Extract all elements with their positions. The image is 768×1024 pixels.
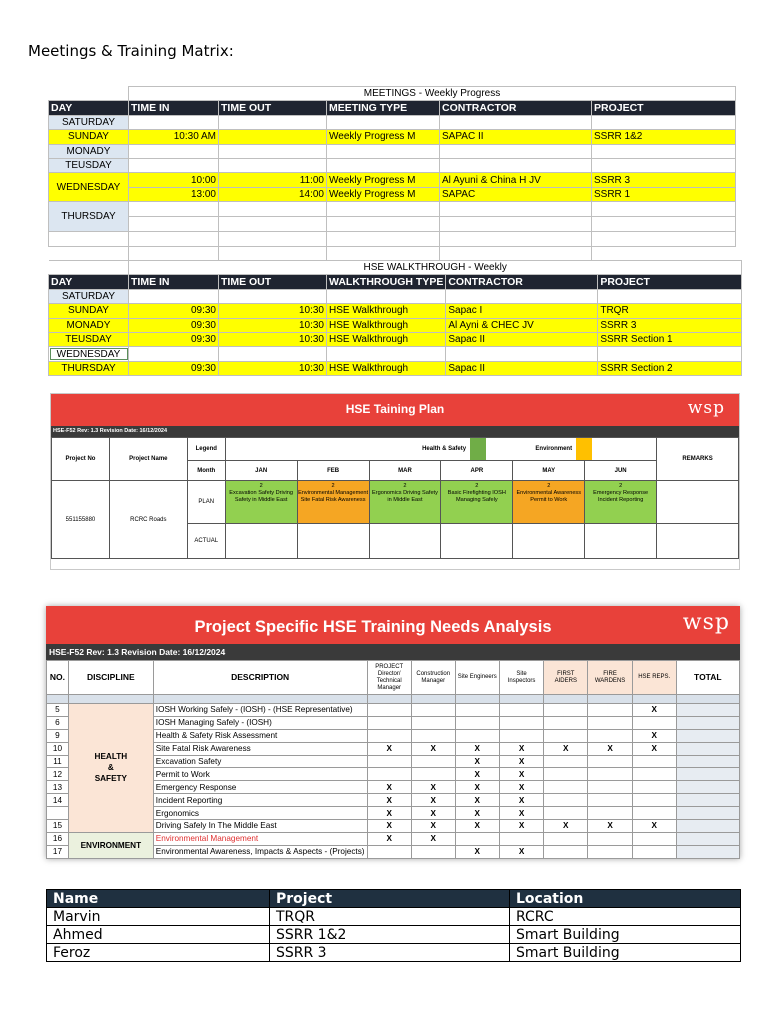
tna-mark: X	[367, 820, 411, 833]
tna-mark	[455, 716, 499, 729]
tna-mark	[411, 704, 455, 717]
tna-col-construction-manager: Construction Manager	[411, 661, 455, 695]
plan-revision: HSE-F52 Rev: 1.3 Revision Date: 16/12/2024	[51, 426, 739, 437]
day-cell: WEDNESDAY	[49, 173, 129, 202]
tna-mark	[544, 794, 588, 807]
tna-mark	[588, 755, 632, 768]
tna-row-no: 10	[47, 742, 69, 755]
tna-row-description: Incident Reporting	[153, 794, 367, 807]
legend-health-safety: Health & Safety	[422, 446, 467, 452]
walkthrough-caption: HSE WALKTHROUGH - Weekly	[129, 261, 742, 275]
tna-col-hse-reps: HSE REPS.	[632, 661, 676, 695]
tna-mark	[367, 845, 411, 858]
tna-mark: X	[411, 742, 455, 755]
time-out-cell: 10:30	[219, 332, 327, 346]
tna-row-total	[676, 807, 739, 820]
col-contractor: CONTRACTOR	[440, 101, 592, 115]
day-cell: THURSDAY	[49, 202, 129, 232]
col-time-out: TIME OUT	[219, 275, 327, 289]
tna-mark	[411, 845, 455, 858]
tna-row-no: 9	[47, 729, 69, 742]
project-cell: SSRR 1&2	[592, 130, 736, 144]
col-time-in: TIME IN	[129, 275, 219, 289]
tna-col-fire-wardens: FIRE WARDENS	[588, 661, 632, 695]
tna-mark: X	[411, 781, 455, 794]
tna-mark: X	[367, 781, 411, 794]
tna-mark	[588, 781, 632, 794]
plan-legend-label: Legend	[187, 438, 225, 461]
tna-mark	[632, 807, 676, 820]
time-in-cell: 09:30	[129, 332, 219, 346]
time-in-cell: 13:00	[129, 187, 219, 201]
month-mar: MAR	[369, 461, 441, 481]
actual-row-label: ACTUAL	[187, 524, 225, 559]
tna-mark: X	[499, 845, 543, 858]
tna-mark	[588, 807, 632, 820]
tna-col-no: NO.	[47, 661, 69, 695]
project-cell: SSRR Section 2	[598, 361, 742, 375]
tna-row-no	[47, 807, 69, 820]
tna-row-description: Excavation Safety	[153, 755, 367, 768]
tna-row-total	[676, 768, 739, 781]
tna-row-total	[676, 704, 739, 717]
tna-mark: X	[632, 742, 676, 755]
tna-mark: X	[499, 820, 543, 833]
tna-mark: X	[411, 807, 455, 820]
tna-mark	[588, 768, 632, 781]
tna-col-total: TOTAL	[676, 661, 739, 695]
tna-row-no: 14	[47, 794, 69, 807]
tna-mark: X	[455, 820, 499, 833]
tna-mark	[544, 832, 588, 845]
tna-mark: X	[455, 781, 499, 794]
tna-mark: X	[455, 768, 499, 781]
day-cell: TEUSDAY	[49, 158, 129, 172]
tna-mark	[367, 729, 411, 742]
tna-mark: X	[499, 768, 543, 781]
discipline-health-safety-label: HEALTH & SAFETY	[94, 752, 128, 784]
plan-cell-jun: 2 Emergency Response Incident Reporting	[585, 481, 657, 524]
day-cell: MONADY	[49, 318, 129, 332]
training-needs-analysis	[46, 606, 740, 859]
tna-mark	[499, 832, 543, 845]
tna-mark: X	[411, 832, 455, 845]
tna-mark	[544, 845, 588, 858]
tna-mark	[367, 716, 411, 729]
tna-mark: X	[367, 832, 411, 845]
tna-mark: X	[632, 820, 676, 833]
tna-row-total	[676, 820, 739, 833]
time-in-cell: 09:30	[129, 361, 219, 375]
tna-mark: X	[499, 755, 543, 768]
tna-mark: X	[455, 794, 499, 807]
tna-mark: X	[455, 807, 499, 820]
tna-mark: X	[455, 742, 499, 755]
tna-col-description: DESCRIPTION	[153, 661, 367, 695]
project-cell: TRQR	[598, 304, 742, 318]
tna-row	[47, 832, 740, 845]
tna-row-no: 13	[47, 781, 69, 794]
tna-mark	[544, 729, 588, 742]
day-cell: SUNDAY	[49, 304, 129, 318]
tna-row-total	[676, 832, 739, 845]
person-location: Smart Building	[510, 944, 741, 962]
tna-mark	[588, 729, 632, 742]
tna-mark: X	[411, 794, 455, 807]
col-day: DAY	[49, 275, 129, 289]
tna-mark	[588, 716, 632, 729]
time-out-cell	[219, 130, 327, 144]
time-out-cell: 10:30	[219, 304, 327, 318]
tna-row-no: 17	[47, 845, 69, 858]
time-in-cell: 10:30 AM	[129, 130, 219, 144]
tna-mark: X	[499, 742, 543, 755]
col-day: DAY	[49, 101, 129, 115]
tna-col-discipline: DISCIPLINE	[68, 661, 153, 695]
tna-row-total	[676, 845, 739, 858]
plan-table	[51, 437, 739, 559]
tna-mark: X	[632, 704, 676, 717]
tna-mark: X	[588, 742, 632, 755]
contractor-cell: Sapac II	[446, 361, 598, 375]
plan-row-label: PLAN	[187, 481, 225, 524]
legend-orange-swatch	[576, 438, 592, 460]
project-cell: SSRR Section 1	[598, 332, 742, 346]
month-jan: JAN	[225, 461, 297, 481]
tna-row-total	[676, 755, 739, 768]
day-cell[interactable]: WEDNESDAY	[49, 347, 129, 361]
tna-mark	[411, 716, 455, 729]
wsp-logo: wsp	[687, 398, 725, 418]
person-name: Feroz	[47, 944, 270, 962]
person-project: SSRR 3	[270, 944, 510, 962]
plan-project-no: 551155880	[52, 481, 110, 559]
tna-row-description: Site Fatal Risk Awareness	[153, 742, 367, 755]
tna-mark: X	[499, 794, 543, 807]
tna-mark: X	[367, 807, 411, 820]
plan-col-project-name: Project Name	[109, 438, 187, 481]
tna-col-site-engineers: Site Engineers	[455, 661, 499, 695]
meetings-caption: MEETINGS - Weekly Progress	[129, 87, 736, 101]
tna-col-site-inspectors: Site Inspectors	[499, 661, 543, 695]
tna-mark	[367, 768, 411, 781]
tna-mark	[411, 729, 455, 742]
wsp-logo: wsp	[682, 610, 730, 635]
tna-mark	[588, 832, 632, 845]
contractor-cell: Al Ayuni & China H JV	[440, 173, 592, 187]
tna-mark: X	[411, 820, 455, 833]
tna-table	[46, 660, 740, 859]
tna-row-no: 11	[47, 755, 69, 768]
tna-mark: X	[455, 755, 499, 768]
tna-mark	[632, 755, 676, 768]
legend-green-swatch	[470, 438, 486, 460]
tna-mark	[544, 807, 588, 820]
plan-cell-jan: 2 Excavation Safety Driving Safety in Middle East	[225, 481, 297, 524]
day-cell: TEUSDAY	[49, 332, 129, 346]
tna-mark	[588, 845, 632, 858]
col-contractor: CONTRACTOR	[446, 275, 598, 289]
tna-mark	[455, 832, 499, 845]
walkthrough-table	[48, 260, 742, 376]
tna-mark: X	[499, 807, 543, 820]
tna-mark: X	[499, 781, 543, 794]
plan-col-month: Month	[187, 461, 225, 481]
person-name: Marvin	[47, 908, 270, 926]
tna-mark	[632, 845, 676, 858]
tna-mark	[367, 755, 411, 768]
month-may: MAY	[513, 461, 585, 481]
tna-mark	[632, 794, 676, 807]
tna-mark	[544, 716, 588, 729]
tna-mark	[632, 781, 676, 794]
meetings-table	[48, 86, 736, 261]
discipline-health-safety	[68, 704, 153, 833]
tna-row-total	[676, 716, 739, 729]
plan-cell-apr: 2 Basic Firefighting IOSH Managing Safely	[441, 481, 513, 524]
tna-mark	[632, 716, 676, 729]
col-project: PROJECT	[598, 275, 742, 289]
plan-cell-may: 2 Environmental Awareness Permit to Work	[513, 481, 585, 524]
person-name: Ahmed	[47, 926, 270, 944]
people-table	[46, 889, 741, 962]
tna-mark: X	[455, 845, 499, 858]
tna-row-no: 5	[47, 704, 69, 717]
col-location: Location	[510, 890, 741, 908]
time-out-cell: 10:30	[219, 318, 327, 332]
tna-mark: X	[544, 742, 588, 755]
tna-mark	[632, 832, 676, 845]
day-cell: SATURDAY	[49, 115, 129, 129]
tna-mark	[499, 716, 543, 729]
col-name: Name	[47, 890, 270, 908]
time-out-cell: 10:30	[219, 361, 327, 375]
tna-row-description: Ergonomics	[153, 807, 367, 820]
contractor-cell: Sapac I	[446, 304, 598, 318]
tna-mark: X	[367, 794, 411, 807]
day-cell: SUNDAY	[49, 130, 129, 144]
tna-mark	[588, 704, 632, 717]
tna-mark	[411, 755, 455, 768]
tna-mark	[588, 794, 632, 807]
hse-training-plan	[50, 393, 740, 570]
tna-mark: X	[632, 729, 676, 742]
tna-mark	[544, 755, 588, 768]
plan-title: HSE Taining Plan	[345, 402, 445, 416]
time-in-cell: 10:00	[129, 173, 219, 187]
tna-row-total	[676, 794, 739, 807]
col-time-in: TIME IN	[129, 101, 219, 115]
day-cell: MONADY	[49, 144, 129, 158]
walkthrough-type-cell: HSE Walkthrough	[327, 304, 446, 318]
contractor-cell: SAPAC II	[440, 130, 592, 144]
person-project: TRQR	[270, 908, 510, 926]
plan-cell-feb: 2 Environmental Management Site Fatal Risk Awareness	[297, 481, 369, 524]
meeting-type-cell: Weekly Progress M	[327, 187, 440, 201]
meeting-type-cell: Weekly Progress M	[327, 173, 440, 187]
tna-mark	[411, 768, 455, 781]
tna-banner	[46, 606, 740, 644]
legend-environment: Environment	[535, 446, 573, 452]
tna-col-project-director: PROJECT Director/ Technical Manager	[367, 661, 411, 695]
project-cell: SSRR 1	[592, 187, 736, 201]
person-location: Smart Building	[510, 926, 741, 944]
plan-cell-mar: 2 Ergonomics Driving Safety in Middle East	[369, 481, 441, 524]
tna-row-no: 16	[47, 832, 69, 845]
tna-row-description: Driving Safely In The Middle East	[153, 820, 367, 833]
tna-row-total	[676, 742, 739, 755]
tna-mark	[455, 729, 499, 742]
project-cell: SSRR 3	[598, 318, 742, 332]
time-out-cell: 11:00	[219, 173, 327, 187]
tna-row-description: Environmental Management	[153, 832, 367, 845]
col-project: PROJECT	[592, 101, 736, 115]
page-title: Meetings & Training Matrix:	[28, 42, 234, 60]
tna-row-no: 12	[47, 768, 69, 781]
tna-mark: X	[367, 742, 411, 755]
tna-row-total	[676, 729, 739, 742]
tna-row-description: Permit to Work	[153, 768, 367, 781]
person-location: RCRC	[510, 908, 741, 926]
tna-mark: X	[588, 820, 632, 833]
month-apr: APR	[441, 461, 513, 481]
contractor-cell: Sapac II	[446, 332, 598, 346]
contractor-cell: SAPAC	[440, 187, 592, 201]
plan-project-name: RCRC Roads	[109, 481, 187, 559]
tna-row-no: 6	[47, 716, 69, 729]
col-meeting-type: MEETING TYPE	[327, 101, 440, 115]
plan-banner	[51, 394, 739, 426]
tna-row-description: IOSH Working Safely - (IOSH) - (HSE Representative)	[153, 704, 367, 717]
tna-revision: HSE-F52 Rev: 1.3 Revision Date: 16/12/2024	[46, 644, 740, 660]
tna-mark	[367, 704, 411, 717]
time-in-cell: 09:30	[129, 318, 219, 332]
plan-col-project-no: Project No	[52, 438, 110, 481]
col-walkthrough-type: WALKTHROUGH TYPE	[327, 275, 446, 289]
walkthrough-type-cell: HSE Walkthrough	[327, 332, 446, 346]
tna-mark	[455, 704, 499, 717]
tna-row-description: Environmental Awareness, Impacts & Aspects - (Projects)	[153, 845, 367, 858]
tna-row-description: Health & Safety Risk Assessment	[153, 729, 367, 742]
tna-mark: X	[544, 820, 588, 833]
meeting-type-cell: Weekly Progress M	[327, 130, 440, 144]
tna-row-description: Emergency Response	[153, 781, 367, 794]
month-feb: FEB	[297, 461, 369, 481]
walkthrough-type-cell: HSE Walkthrough	[327, 318, 446, 332]
day-cell: THURSDAY	[49, 361, 129, 375]
plan-col-remarks: REMARKS	[657, 438, 739, 481]
tna-mark	[499, 729, 543, 742]
contractor-cell: Al Ayni & CHEC JV	[446, 318, 598, 332]
tna-row	[47, 704, 740, 717]
day-cell: SATURDAY	[49, 289, 129, 303]
month-jun: JUN	[585, 461, 657, 481]
person-project: SSRR 1&2	[270, 926, 510, 944]
tna-mark	[499, 704, 543, 717]
tna-mark	[544, 768, 588, 781]
tna-mark	[632, 768, 676, 781]
tna-mark	[544, 704, 588, 717]
walkthrough-type-cell: HSE Walkthrough	[327, 361, 446, 375]
col-time-out: TIME OUT	[219, 101, 327, 115]
tna-row-no: 15	[47, 820, 69, 833]
tna-row-description: IOSH Managing Safely - (IOSH)	[153, 716, 367, 729]
time-in-cell: 09:30	[129, 304, 219, 318]
tna-title: Project Specific HSE Training Needs Analysis	[194, 618, 552, 636]
project-cell: SSRR 3	[592, 173, 736, 187]
col-project: Project	[270, 890, 510, 908]
time-out-cell: 14:00	[219, 187, 327, 201]
tna-col-first-aiders: FIRST AIDERS	[544, 661, 588, 695]
tna-row-total	[676, 781, 739, 794]
tna-mark	[544, 781, 588, 794]
discipline-environment: ENVIRONMENT	[68, 832, 153, 858]
